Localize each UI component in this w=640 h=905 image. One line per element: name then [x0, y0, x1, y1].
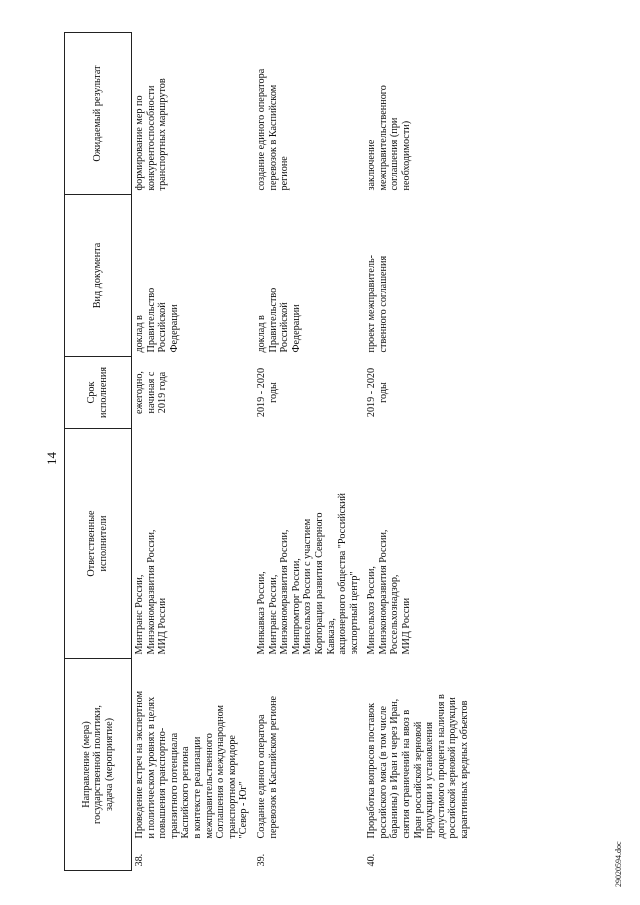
direction-text: Проработка вопросов поставок российского мяса (в том числе баранины) в Иран и через Иран, снятия ограничений на ввоз в Иран российской зерновой продукции и установления допустимого процента наличия в российской зерновой продукции карантинных вредных объектов	[366, 694, 471, 839]
cell-term: ежегодно, начиная с 2019 года	[134, 371, 169, 414]
direction-text: Создание единого оператора перевозок в Каспийском регионе	[255, 695, 279, 839]
header-term: Срок исполнения	[65, 357, 132, 429]
table-row	[364, 33, 474, 871]
cell-direction	[364, 659, 474, 871]
cell-doc-type: доклад в Правительство Российской Федерации	[134, 287, 180, 353]
cell-executors: Минкавказ России, Минтранс России, Минэкономразвития России, Минпромторг России, Минсельхоз России с участием Корпорации развития Северного Кавказа, акционерного общества "Российский экспортный центр"	[255, 492, 360, 655]
table-header-row	[65, 33, 132, 871]
action-plan-table	[64, 32, 475, 871]
row-number: 39.	[255, 853, 267, 867]
cell-doc-type: проект межправитель- ственного соглашения	[366, 254, 389, 353]
table-row	[132, 33, 254, 871]
cell-result: создание единого оператора перевозок в Каспийском регионе	[255, 68, 291, 191]
page-number: 14	[44, 452, 59, 465]
direction-text: Проведение встреч на экспертном и политическом уровнях в целях повышения транспортно- транзитного потенциала Каспийского региона в контексте реализации межправительственного Соглашения о международном транспортном коридоре "Север - Юг"	[134, 690, 250, 839]
table-row	[254, 33, 364, 871]
cell-term: 2019 - 2020 годы	[366, 367, 389, 418]
footer-doc-code: 29020594.doc	[614, 841, 623, 887]
cell-term: 2019 - 2020 годы	[255, 367, 279, 418]
cell-direction	[132, 659, 254, 871]
cell-executors: Минсельхоз России, Минэкономразвития России, Россельхознадзор, МИД России	[366, 529, 413, 655]
cell-direction	[254, 659, 364, 871]
row-number: 40.	[366, 853, 378, 867]
cell-result: заключение межправительственного соглашения (при необходимости)	[366, 85, 413, 191]
row-number: 38.	[134, 853, 145, 867]
cell-executors: Минтранс России, Минэкономразвития России, МИД России	[134, 529, 169, 655]
header-result: Ожидаемый результат	[65, 33, 132, 195]
header-doc-type: Вид документа	[65, 195, 132, 357]
header-direction: Направление (мера) государственной политики, задача (мероприятие)	[65, 659, 132, 871]
cell-doc-type: доклад в Правительство Российской Федерации	[255, 287, 302, 353]
cell-result: формирование мер по конкурентоспособности транспортных маршрутов	[134, 78, 169, 191]
header-executors: Ответственные исполнители	[65, 429, 132, 659]
